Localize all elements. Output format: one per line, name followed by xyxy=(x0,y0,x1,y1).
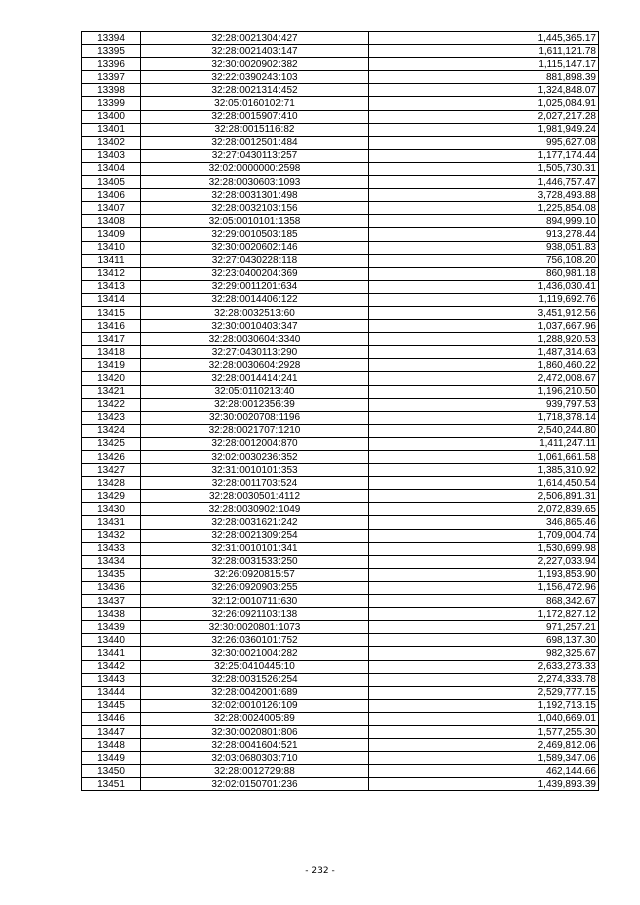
row-number-cell: 13438 xyxy=(82,608,141,621)
amount-cell: 881,898.39 xyxy=(369,71,599,84)
table-row xyxy=(82,45,599,58)
cadastral-number-cell: 32:30:0020708:1196 xyxy=(141,411,369,424)
amount-cell: 913,278.44 xyxy=(369,228,599,241)
table-row xyxy=(82,437,599,450)
amount-cell: 1,577,255.30 xyxy=(369,725,599,738)
amount-cell: 2,506,891.31 xyxy=(369,490,599,503)
amount-cell: 2,633,273.33 xyxy=(369,660,599,673)
amount-cell: 1,860,460.22 xyxy=(369,359,599,372)
amount-cell: 1,040,669.01 xyxy=(369,712,599,725)
table-row xyxy=(82,346,599,359)
table-row xyxy=(82,686,599,699)
cadastral-number-cell: 32:28:0012501:484 xyxy=(141,136,369,149)
row-number-cell: 13443 xyxy=(82,673,141,686)
cadastral-number-cell: 32:28:0030501:4112 xyxy=(141,490,369,503)
table-row xyxy=(82,110,599,123)
cadastral-number-cell: 32:05:0110213:40 xyxy=(141,385,369,398)
cadastral-number-cell: 32:30:0020602:146 xyxy=(141,241,369,254)
cadastral-number-cell: 32:23:0400204:369 xyxy=(141,267,369,280)
cadastral-number-cell: 32:28:0021309:254 xyxy=(141,529,369,542)
table-row xyxy=(82,228,599,241)
table-row xyxy=(82,568,599,581)
cadastral-number-cell: 32:28:0024005:89 xyxy=(141,712,369,725)
table-row xyxy=(82,280,599,293)
table-row xyxy=(82,503,599,516)
amount-cell: 868,342.67 xyxy=(369,595,599,608)
row-number-cell: 13422 xyxy=(82,398,141,411)
cadastral-number-cell: 32:02:0010126:109 xyxy=(141,699,369,712)
cadastral-number-cell: 32:28:0030604:3340 xyxy=(141,333,369,346)
cadastral-number-cell: 32:26:0920815:57 xyxy=(141,568,369,581)
table-row xyxy=(82,149,599,162)
row-number-cell: 13424 xyxy=(82,424,141,437)
table-row xyxy=(82,58,599,71)
table-row xyxy=(82,97,599,110)
amount-cell: 1,718,378.14 xyxy=(369,411,599,424)
table-row xyxy=(82,660,599,673)
cadastral-number-cell: 32:03:0680303:710 xyxy=(141,752,369,765)
cadastral-number-cell: 32:28:0030604:2928 xyxy=(141,359,369,372)
amount-cell: 2,072,839.65 xyxy=(369,503,599,516)
row-number-cell: 13427 xyxy=(82,464,141,477)
row-number-cell: 13399 xyxy=(82,97,141,110)
table-row xyxy=(82,765,599,778)
amount-cell: 1,436,030.41 xyxy=(369,280,599,293)
row-number-cell: 13400 xyxy=(82,110,141,123)
row-number-cell: 13394 xyxy=(82,32,141,45)
row-number-cell: 13447 xyxy=(82,725,141,738)
cadastral-number-cell: 32:28:0031621:242 xyxy=(141,516,369,529)
amount-cell: 2,274,333.78 xyxy=(369,673,599,686)
table-row xyxy=(82,673,599,686)
table-row xyxy=(82,293,599,306)
table-row xyxy=(82,372,599,385)
row-number-cell: 13398 xyxy=(82,84,141,97)
table-row xyxy=(82,581,599,594)
cadastral-number-cell: 32:28:0030603:1093 xyxy=(141,176,369,189)
table-row xyxy=(82,516,599,529)
amount-cell: 2,227,033.94 xyxy=(369,555,599,568)
row-number-cell: 13421 xyxy=(82,385,141,398)
table-row xyxy=(82,464,599,477)
cadastral-number-cell: 32:28:0031526:254 xyxy=(141,673,369,686)
cadastral-number-cell: 32:28:0015116:82 xyxy=(141,123,369,136)
amount-cell: 1,177,174.44 xyxy=(369,149,599,162)
cadastral-number-cell: 32:26:0920903:255 xyxy=(141,581,369,594)
cadastral-number-cell: 32:30:0010403:347 xyxy=(141,320,369,333)
row-number-cell: 13432 xyxy=(82,529,141,542)
cadastral-number-cell: 32:25:0410445:10 xyxy=(141,660,369,673)
amount-cell: 756,108.20 xyxy=(369,254,599,267)
table-row xyxy=(82,490,599,503)
cadastral-number-cell: 32:30:0020801:806 xyxy=(141,725,369,738)
row-number-cell: 13412 xyxy=(82,267,141,280)
cadastral-number-cell: 32:05:0160102:71 xyxy=(141,97,369,110)
cadastral-number-cell: 32:28:0021304:427 xyxy=(141,32,369,45)
amount-cell: 971,257.21 xyxy=(369,621,599,634)
table-row xyxy=(82,712,599,725)
table-row xyxy=(82,123,599,136)
cadastral-number-cell: 32:28:0042001:689 xyxy=(141,686,369,699)
cadastral-number-cell: 32:30:0020902:382 xyxy=(141,58,369,71)
amount-cell: 1,324,848.07 xyxy=(369,84,599,97)
row-number-cell: 13419 xyxy=(82,359,141,372)
cadastral-number-cell: 32:28:0011703:524 xyxy=(141,477,369,490)
table-row xyxy=(82,189,599,202)
table-row xyxy=(82,176,599,189)
cadastral-number-cell: 32:27:0430113:257 xyxy=(141,149,369,162)
amount-cell: 894,999.10 xyxy=(369,215,599,228)
amount-cell: 1,411,247.11 xyxy=(369,437,599,450)
amount-cell: 1,225,854.08 xyxy=(369,202,599,215)
amount-cell: 1,115,147.17 xyxy=(369,58,599,71)
amount-cell: 995,627.08 xyxy=(369,136,599,149)
row-number-cell: 13407 xyxy=(82,202,141,215)
cadastral-number-cell: 32:28:0014406:122 xyxy=(141,293,369,306)
amount-cell: 1,445,365.17 xyxy=(369,32,599,45)
row-number-cell: 13436 xyxy=(82,581,141,594)
amount-cell: 1,385,310.92 xyxy=(369,464,599,477)
amount-cell: 2,472,008.67 xyxy=(369,372,599,385)
cadastral-number-cell: 32:30:0020801:1073 xyxy=(141,621,369,634)
cadastral-number-cell: 32:28:0021707:1210 xyxy=(141,424,369,437)
cadastral-number-cell: 32:28:0031533:250 xyxy=(141,555,369,568)
row-number-cell: 13448 xyxy=(82,739,141,752)
table-row xyxy=(82,32,599,45)
table-row xyxy=(82,699,599,712)
row-number-cell: 13425 xyxy=(82,437,141,450)
row-number-cell: 13396 xyxy=(82,58,141,71)
cadastral-number-cell: 32:28:0015907:410 xyxy=(141,110,369,123)
row-number-cell: 13441 xyxy=(82,647,141,660)
row-number-cell: 13450 xyxy=(82,765,141,778)
amount-cell: 1,709,004.74 xyxy=(369,529,599,542)
cadastral-number-cell: 32:28:0012356:39 xyxy=(141,398,369,411)
row-number-cell: 13445 xyxy=(82,699,141,712)
amount-cell: 1,981,949.24 xyxy=(369,123,599,136)
amount-cell: 1,614,450.54 xyxy=(369,477,599,490)
table-row xyxy=(82,267,599,280)
table-row xyxy=(82,595,599,608)
row-number-cell: 13418 xyxy=(82,346,141,359)
table-row xyxy=(82,71,599,84)
row-number-cell: 13404 xyxy=(82,162,141,175)
row-number-cell: 13439 xyxy=(82,621,141,634)
table-row xyxy=(82,84,599,97)
cadastral-number-cell: 32:28:0021403:147 xyxy=(141,45,369,58)
table-row xyxy=(82,725,599,738)
row-number-cell: 13402 xyxy=(82,136,141,149)
cadastral-number-cell: 32:27:0430113:290 xyxy=(141,346,369,359)
amount-cell: 860,981.18 xyxy=(369,267,599,280)
amount-cell: 1,446,757.47 xyxy=(369,176,599,189)
cadastral-number-cell: 32:28:0012729:88 xyxy=(141,765,369,778)
cadastral-number-cell: 32:22:0390243:103 xyxy=(141,71,369,84)
amount-cell: 938,051.83 xyxy=(369,241,599,254)
cadastral-number-cell: 32:02:0030236:352 xyxy=(141,451,369,464)
cadastral-number-cell: 32:28:0030902:1049 xyxy=(141,503,369,516)
amount-cell: 1,192,713.15 xyxy=(369,699,599,712)
table-row xyxy=(82,136,599,149)
amount-cell: 698,137.30 xyxy=(369,634,599,647)
amount-cell: 1,025,084.91 xyxy=(369,97,599,110)
cadastral-number-cell: 32:28:0032513:60 xyxy=(141,306,369,319)
row-number-cell: 13414 xyxy=(82,293,141,306)
amount-cell: 3,728,493.88 xyxy=(369,189,599,202)
amount-cell: 2,529,777.15 xyxy=(369,686,599,699)
cadastral-number-cell: 32:28:0012004:870 xyxy=(141,437,369,450)
row-number-cell: 13430 xyxy=(82,503,141,516)
cadastral-number-cell: 32:31:0010101:341 xyxy=(141,542,369,555)
row-number-cell: 13431 xyxy=(82,516,141,529)
cadastral-number-cell: 32:29:0010503:185 xyxy=(141,228,369,241)
row-number-cell: 13435 xyxy=(82,568,141,581)
row-number-cell: 13434 xyxy=(82,555,141,568)
row-number-cell: 13423 xyxy=(82,411,141,424)
table-row xyxy=(82,451,599,464)
table-row xyxy=(82,359,599,372)
amount-cell: 2,469,812.06 xyxy=(369,739,599,752)
amount-cell: 462,144.66 xyxy=(369,765,599,778)
row-number-cell: 13444 xyxy=(82,686,141,699)
row-number-cell: 13395 xyxy=(82,45,141,58)
table-row xyxy=(82,411,599,424)
amount-cell: 346,865.46 xyxy=(369,516,599,529)
amount-cell: 1,439,893.39 xyxy=(369,778,599,791)
row-number-cell: 13449 xyxy=(82,752,141,765)
cadastral-number-cell: 32:02:0000000:2598 xyxy=(141,162,369,175)
row-number-cell: 13429 xyxy=(82,490,141,503)
row-number-cell: 13446 xyxy=(82,712,141,725)
table-row xyxy=(82,385,599,398)
row-number-cell: 13440 xyxy=(82,634,141,647)
amount-cell: 982,325.67 xyxy=(369,647,599,660)
table-row xyxy=(82,608,599,621)
amount-cell: 1,172,827.12 xyxy=(369,608,599,621)
row-number-cell: 13397 xyxy=(82,71,141,84)
cadastral-number-cell: 32:28:0041604:521 xyxy=(141,739,369,752)
page-number: - 232 - xyxy=(305,866,335,876)
amount-cell: 1,037,667.96 xyxy=(369,320,599,333)
row-number-cell: 13415 xyxy=(82,306,141,319)
row-number-cell: 13426 xyxy=(82,451,141,464)
table-row xyxy=(82,254,599,267)
amount-cell: 3,451,912.56 xyxy=(369,306,599,319)
row-number-cell: 13437 xyxy=(82,595,141,608)
table-row xyxy=(82,542,599,555)
amount-cell: 1,530,699.98 xyxy=(369,542,599,555)
table-row xyxy=(82,634,599,647)
cadastral-number-cell: 32:28:0031301:498 xyxy=(141,189,369,202)
amount-cell: 1,196,210.50 xyxy=(369,385,599,398)
row-number-cell: 13408 xyxy=(82,215,141,228)
cadastral-number-cell: 32:02:0150701:236 xyxy=(141,778,369,791)
amount-cell: 1,505,730.31 xyxy=(369,162,599,175)
row-number-cell: 13403 xyxy=(82,149,141,162)
table-row xyxy=(82,477,599,490)
amount-cell: 1,288,920.53 xyxy=(369,333,599,346)
table-row xyxy=(82,647,599,660)
amount-cell: 2,540,244.80 xyxy=(369,424,599,437)
cadastral-number-cell: 32:12:0010711:630 xyxy=(141,595,369,608)
row-number-cell: 13416 xyxy=(82,320,141,333)
table-row xyxy=(82,215,599,228)
amount-cell: 1,156,472.96 xyxy=(369,581,599,594)
cadastral-number-cell: 32:27:0430228:118 xyxy=(141,254,369,267)
table-row xyxy=(82,202,599,215)
table-row xyxy=(82,752,599,765)
amount-cell: 1,487,314.63 xyxy=(369,346,599,359)
table-row xyxy=(82,398,599,411)
amount-cell: 939,797.53 xyxy=(369,398,599,411)
cadastral-number-cell: 32:26:0921103:138 xyxy=(141,608,369,621)
row-number-cell: 13433 xyxy=(82,542,141,555)
table-row xyxy=(82,424,599,437)
table-row xyxy=(82,529,599,542)
row-number-cell: 13405 xyxy=(82,176,141,189)
table-row xyxy=(82,739,599,752)
row-number-cell: 13409 xyxy=(82,228,141,241)
amount-cell: 2,027,217.28 xyxy=(369,110,599,123)
table-row xyxy=(82,333,599,346)
row-number-cell: 13442 xyxy=(82,660,141,673)
cadastral-number-cell: 32:31:0010101:353 xyxy=(141,464,369,477)
data-table xyxy=(81,31,599,791)
cadastral-number-cell: 32:28:0014414:241 xyxy=(141,372,369,385)
table-row xyxy=(82,320,599,333)
cadastral-number-cell: 32:30:0021004:282 xyxy=(141,647,369,660)
amount-cell: 1,119,692.76 xyxy=(369,293,599,306)
table-row xyxy=(82,162,599,175)
cadastral-number-cell: 32:28:0021314:452 xyxy=(141,84,369,97)
row-number-cell: 13417 xyxy=(82,333,141,346)
row-number-cell: 13420 xyxy=(82,372,141,385)
amount-cell: 1,061,661.58 xyxy=(369,451,599,464)
cadastral-number-cell: 32:29:0011201:634 xyxy=(141,280,369,293)
row-number-cell: 13413 xyxy=(82,280,141,293)
table-row xyxy=(82,778,599,791)
row-number-cell: 13410 xyxy=(82,241,141,254)
cadastral-number-cell: 32:28:0032103:156 xyxy=(141,202,369,215)
table-row xyxy=(82,241,599,254)
table-row xyxy=(82,555,599,568)
amount-cell: 1,193,853.90 xyxy=(369,568,599,581)
cadastral-number-cell: 32:05:0010101:1358 xyxy=(141,215,369,228)
row-number-cell: 13401 xyxy=(82,123,141,136)
row-number-cell: 13428 xyxy=(82,477,141,490)
table-row xyxy=(82,306,599,319)
table-row xyxy=(82,621,599,634)
amount-cell: 1,611,121.78 xyxy=(369,45,599,58)
cadastral-number-cell: 32:26:0360101:752 xyxy=(141,634,369,647)
row-number-cell: 13406 xyxy=(82,189,141,202)
row-number-cell: 13451 xyxy=(82,778,141,791)
table-body xyxy=(82,32,599,791)
amount-cell: 1,589,347.06 xyxy=(369,752,599,765)
row-number-cell: 13411 xyxy=(82,254,141,267)
